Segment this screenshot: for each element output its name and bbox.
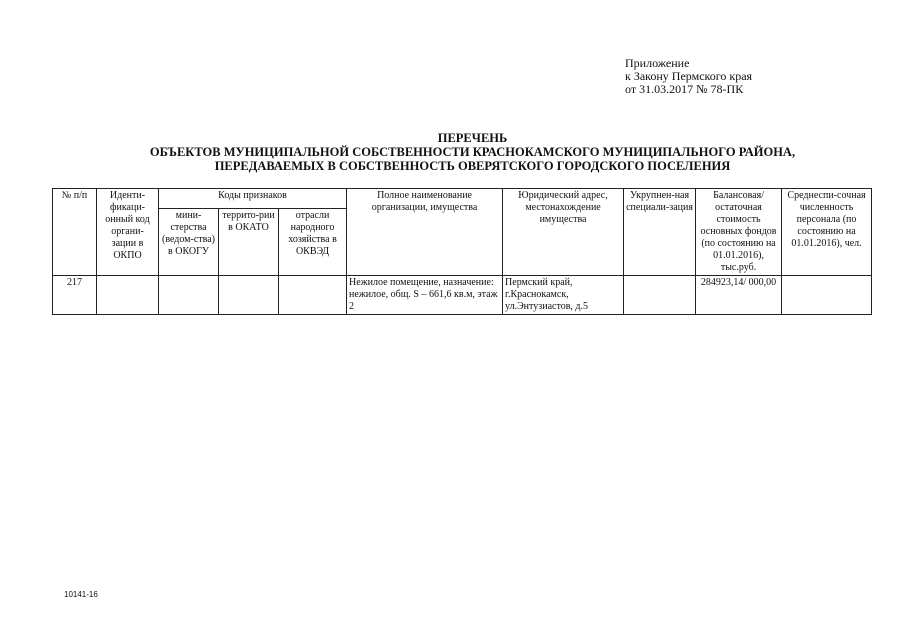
cell-okogu (159, 276, 219, 315)
header-okpo: Иденти-фикаци-онный код органи-зации в ОКПО (97, 189, 159, 276)
cell-okved (279, 276, 347, 315)
cell-num: 217 (53, 276, 97, 315)
property-table (52, 188, 872, 315)
title-line-1: ПЕРЕЧЕНЬ (437, 131, 508, 145)
appendix-line-2: к Закону Пермского края (625, 69, 753, 83)
cell-okpo (97, 276, 159, 315)
header-balance: Балансовая/ остаточная стоимость основных фондов (по состоянию на 01.01.2016), тыс.руб. (696, 189, 782, 276)
document-title (40, 131, 905, 173)
appendix-note (625, 57, 752, 96)
title-line-3: ПЕРЕДАВАЕМЫХ В СОБСТВЕННОСТЬ ОВЕРЯТСКОГО ГОРОДСКОГО ПОСЕЛЕНИЯ (214, 159, 731, 173)
table-row (53, 276, 872, 315)
title-line-2: ОБЪЕКТОВ МУНИЦИПАЛЬНОЙ СОБСТВЕННОСТИ КРАСНОКАМСКОГО МУНИЦИПАЛЬНОГО РАЙОНА, (149, 145, 796, 159)
appendix-line-3: от 31.03.2017 № 78-ПК (625, 82, 744, 96)
cell-staff (782, 276, 872, 315)
header-codes: Коды признаков (159, 189, 347, 209)
header-row-1 (53, 189, 872, 209)
header-okato: террито-рии в ОКАТО (219, 208, 279, 275)
cell-balance: 284923,14/ 000,00 (696, 276, 782, 315)
header-staff: Среднеспи-сочная численность персонала (по состоянию на 01.01.2016), чел. (782, 189, 872, 276)
cell-address: Пермский край, г.Краснокамск, ул.Энтузиастов, д.5 (503, 276, 624, 315)
document-code: 10141-16 (64, 590, 98, 599)
header-num: № п/п (53, 189, 97, 276)
header-okogu: мини-стерства (ведом-ства) в ОКОГУ (159, 208, 219, 275)
cell-okato (219, 276, 279, 315)
header-name: Полное наименование организации, имущества (347, 189, 503, 276)
header-address: Юридический адрес, местонахождение имущества (503, 189, 624, 276)
cell-name: Нежилое помещение, назначение: нежилое, общ. S – 661,6 кв.м, этаж 2 (347, 276, 503, 315)
header-specialization: Укрупнен-ная специали-зация (624, 189, 696, 276)
cell-specialization (624, 276, 696, 315)
appendix-line-1: Приложение (625, 56, 690, 70)
header-okved: отрасли народного хозяйства в ОКВЭД (279, 208, 347, 275)
